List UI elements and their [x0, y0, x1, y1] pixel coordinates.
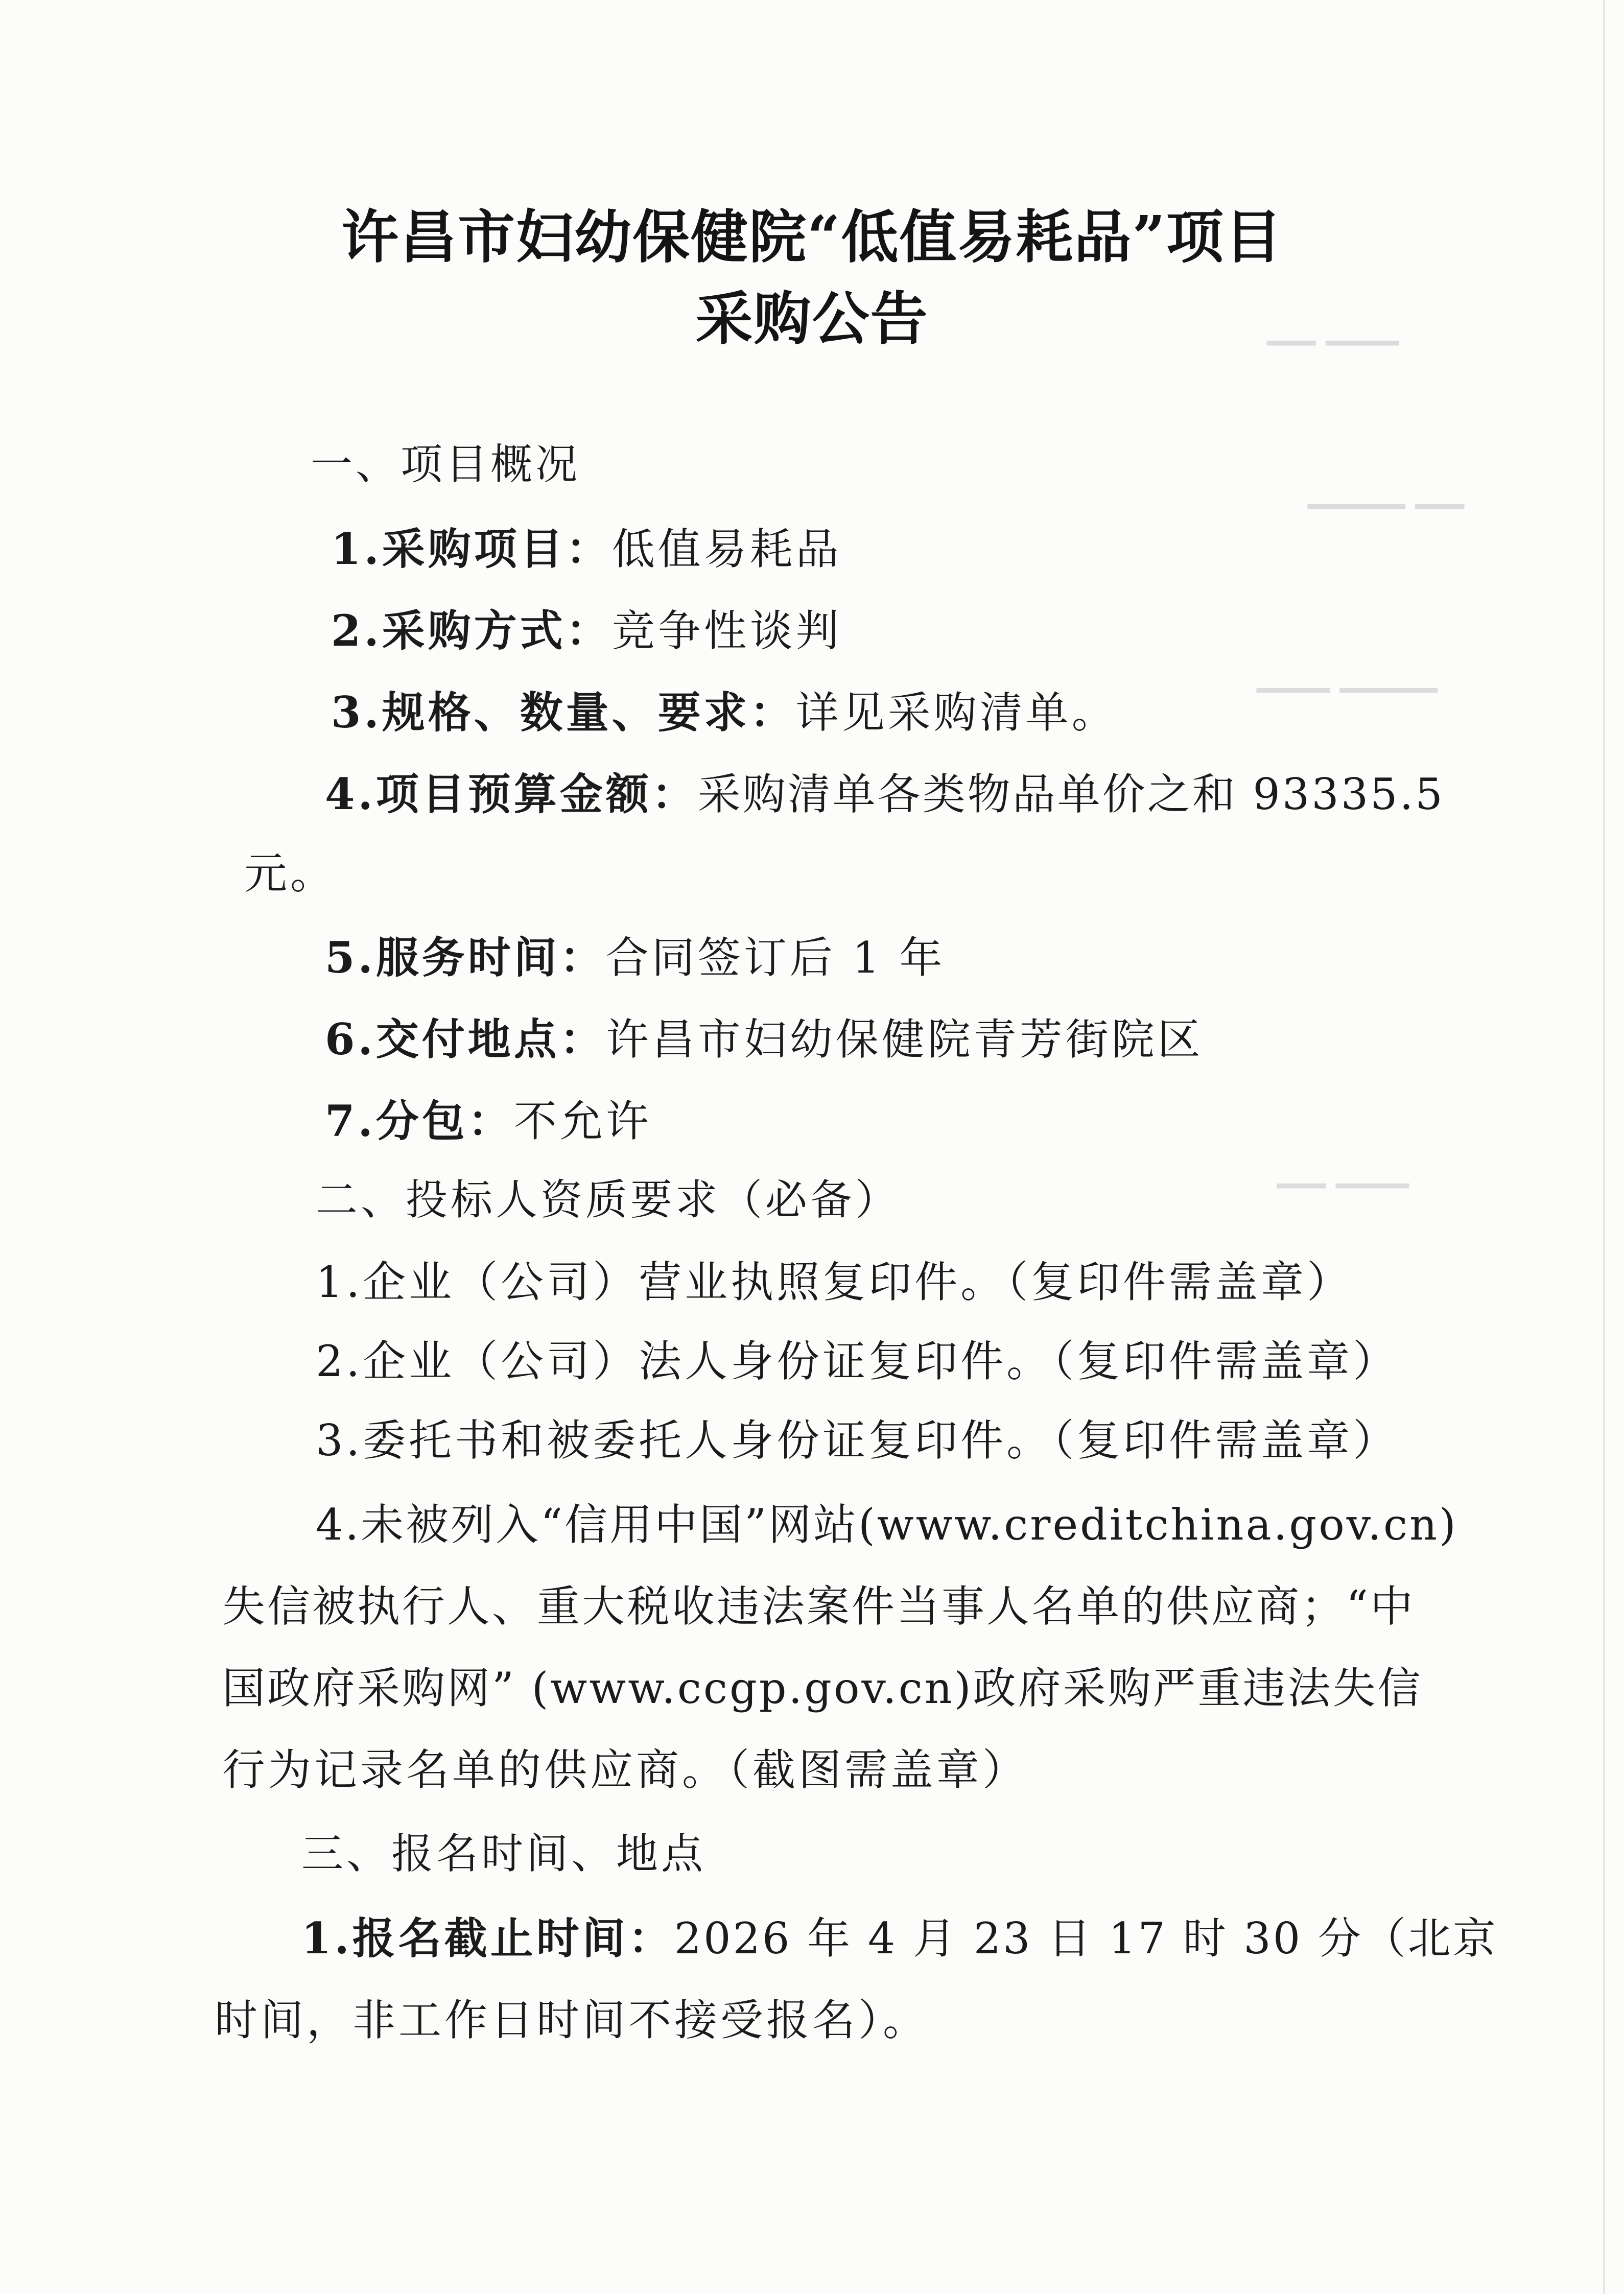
bleed-through-mark: ▁▁ ▁▁▁	[1277, 1151, 1409, 1188]
item-label: 4.项目预算金额：	[325, 769, 698, 819]
overview-item-budget-continuation: 元。	[244, 848, 337, 898]
overview-item-purchase-method	[331, 605, 842, 656]
qualification-item: 2.企业（公司）法人身份证复印件。（复印件需盖章）	[316, 1336, 1399, 1386]
qualification-item-4-line: 4.未被列入“信用中国”网站(www.creditchina.gov.cn)	[316, 1500, 1458, 1550]
item-label: 1.采购项目：	[331, 524, 612, 574]
overview-item-purchase-project	[331, 524, 842, 575]
item-value: 低值易耗品	[611, 524, 842, 574]
item-label: 2.采购方式：	[331, 605, 612, 656]
bleed-through-mark: ▁▁▁ ▁▁▁▁	[1257, 655, 1438, 693]
item-label: 7.分包：	[325, 1096, 514, 1146]
registration-deadline	[301, 1913, 1498, 1964]
overview-item-subcontract	[325, 1096, 652, 1147]
qualification-item: 3.委托书和被委托人身份证复印件。（复印件需盖章）	[316, 1415, 1399, 1465]
item-value: 竞争性谈判	[611, 606, 842, 656]
section-heading: 一、项目概况	[311, 440, 581, 489]
bleed-through-mark: ▁▁▁▁ ▁▁	[1308, 471, 1464, 509]
qualification-item-4-line: 失信被执行人、重大税收违法案件当事人名单的供应商；“中	[222, 1581, 1415, 1631]
item-label: 5.服务时间：	[325, 932, 606, 983]
item-value: 不允许	[513, 1096, 652, 1146]
item-value: 2026 年 4 月 23 日 17 时 30 分（北京	[674, 1913, 1498, 1964]
overview-item-spec	[331, 687, 1118, 738]
item-value: 许昌市妇幼保健院青芳街院区	[605, 1014, 1204, 1065]
section-heading: 二、投标人资质要求（必备）	[316, 1176, 901, 1224]
overview-item-budget	[325, 769, 1445, 820]
qualification-item: 1.企业（公司）营业执照复印件。（复印件需盖章）	[316, 1257, 1353, 1307]
item-label: 6.交付地点：	[325, 1014, 606, 1065]
item-label: 1.报名截止时间：	[301, 1913, 674, 1964]
document-title-line1: 许昌市妇幼保健院“低值易耗品”项目	[341, 204, 1283, 271]
overview-item-service-time	[325, 932, 946, 983]
document-title-line2: 采购公告	[695, 286, 929, 352]
qualification-item-4-line: 行为记录名单的供应商。（截图需盖章）	[222, 1745, 1029, 1795]
item-value: 详见采购清单。	[795, 688, 1118, 738]
bleed-through-mark: ▁▁ ▁▁▁	[1267, 308, 1399, 345]
overview-item-delivery-location	[325, 1014, 1204, 1065]
item-value: 合同签订后 1 年	[605, 933, 946, 983]
section-heading: 三、报名时间、地点	[301, 1830, 707, 1878]
item-value: 采购清单各类物品单价之和 93335.5	[697, 769, 1445, 819]
registration-deadline-continuation: 时间，非工作日时间不接受报名）。	[215, 1995, 929, 2045]
qualification-item-4-line: 国政府采购网” (www.ccgp.gov.cn)政府采购严重违法失信	[222, 1663, 1423, 1713]
item-label: 3.规格、数量、要求：	[331, 687, 796, 738]
